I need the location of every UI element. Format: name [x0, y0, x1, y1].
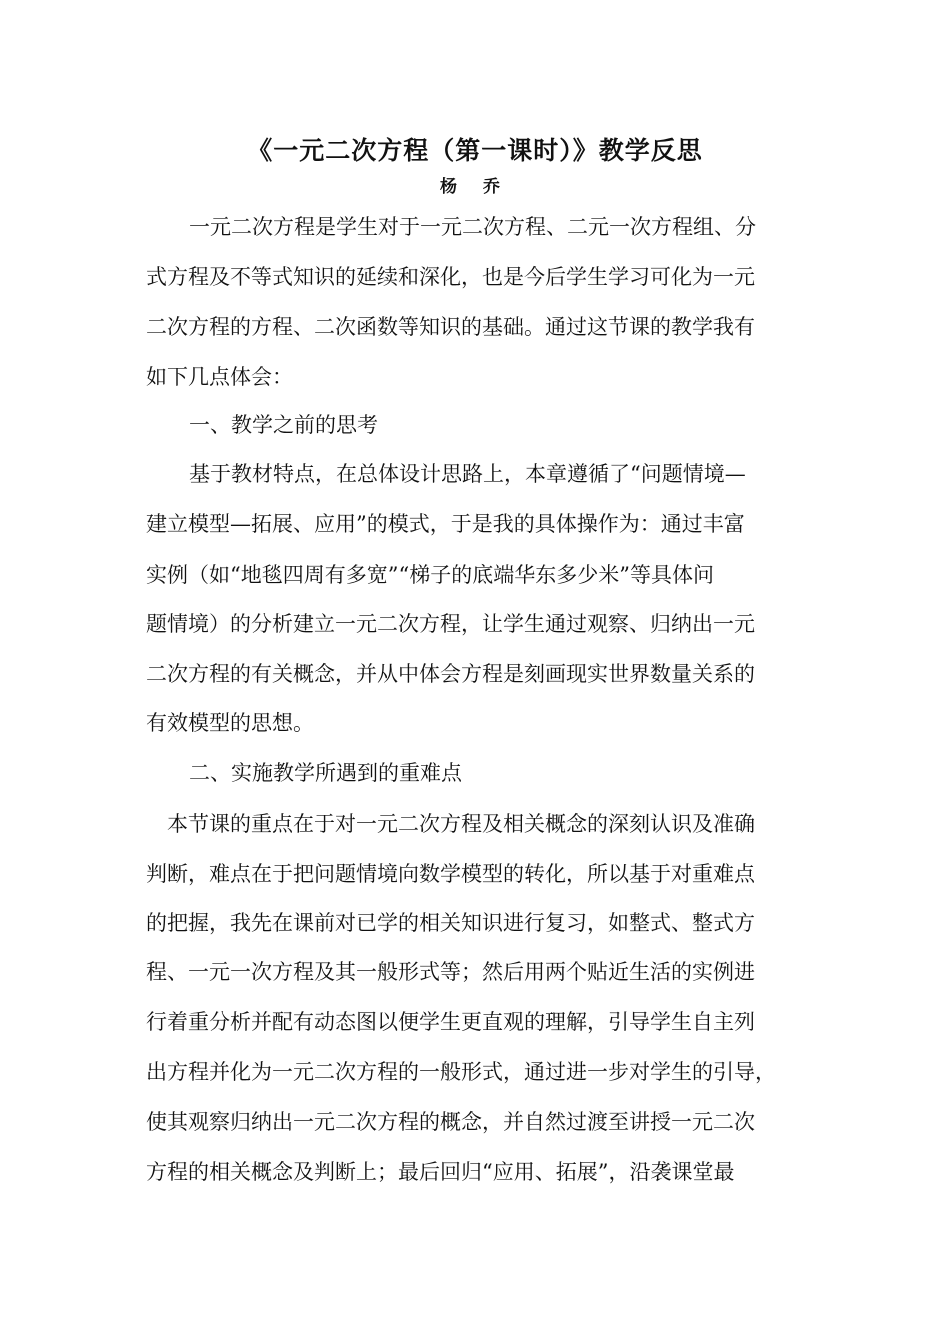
paragraph-line: 行着重分析并配有动态图以便学生更直观的理解，引导学生自主列: [146, 1010, 755, 1034]
paragraph-line: 题情境）的分析建立一元二次方程，让学生通过观察、归纳出一元: [146, 612, 755, 636]
section-heading: 一、教学之前的思考: [189, 413, 378, 437]
paragraph-line: 程、一元一次方程及其一般形式等；然后用两个贴近生活的实例进: [146, 960, 755, 984]
paragraph-line: 使其观察归纳出一元二次方程的概念，并自然过渡至讲授一元二次: [146, 1110, 755, 1134]
paragraph-line: 出方程并化为一元二次方程的一般形式，通过进一步对学生的引导，: [146, 1060, 776, 1084]
paragraph-line: 本节课的重点在于对一元二次方程及相关概念的深刻认识及准确: [167, 812, 755, 836]
author-name: 杨 乔: [440, 177, 510, 197]
paragraph-line: 二次方程的有关概念，并从中体会方程是刻画现实世界数量关系的: [146, 662, 755, 686]
paragraph-line: 的把握，我先在课前对已学的相关知识进行复习，如整式、整式方: [146, 911, 755, 935]
paragraph-line: 实例（如“地毯四周有多宽”“梯子的底端华东多少米”等具体问: [146, 563, 714, 587]
paragraph-line: 基于教材特点，在总体设计思路上，本章遵循了“问题情境—: [189, 462, 746, 486]
paragraph-line: 如下几点体会：: [146, 365, 293, 389]
document-title: 《一元二次方程（第一课时）》教学反思: [247, 136, 703, 165]
paragraph-line: 方程的相关概念及判断上；最后回归“应用、拓展”，沿袭课堂最: [146, 1160, 735, 1184]
paragraph-line: 一元二次方程是学生对于一元二次方程、二元一次方程组、分: [189, 215, 756, 239]
paragraph-line: 有效模型的思想。: [146, 711, 314, 735]
paragraph-line: 二次方程的方程、二次函数等知识的基础。通过这节课的教学我有: [146, 315, 755, 339]
paragraph-line: 式方程及不等式知识的延续和深化，也是今后学生学习可化为一元: [146, 265, 755, 289]
paragraph-line: 判断，难点在于把问题情境向数学模型的转化，所以基于对重难点: [146, 862, 755, 886]
paragraph-line: 建立模型—拓展、应用”的模式，于是我的具体操作为：通过丰富: [146, 512, 745, 536]
section-heading: 二、实施教学所遇到的重难点: [189, 761, 462, 785]
